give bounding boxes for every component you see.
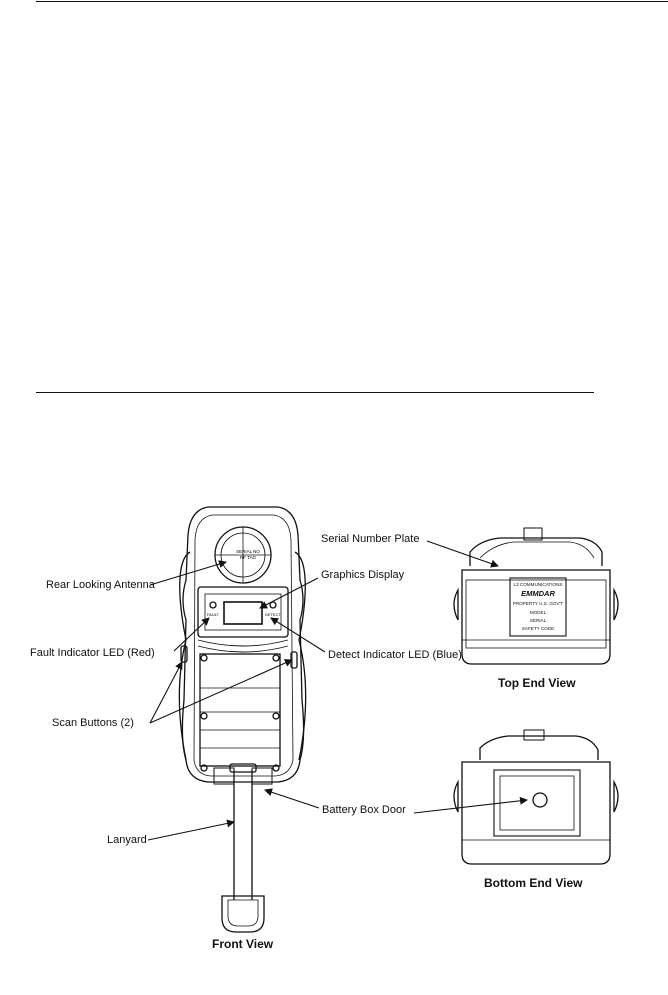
- fault-led: [210, 602, 216, 608]
- label-battery-box-door: Battery Box Door: [322, 804, 406, 816]
- title-top-end-view: Top End View: [498, 676, 576, 690]
- plate-line-6: SAFETY CODE: [521, 626, 555, 631]
- label-detect-indicator-led: Detect Indicator LED (Blue): [328, 649, 462, 661]
- display-detect-text: DETECT: [265, 612, 281, 617]
- title-front-view: Front View: [212, 937, 274, 951]
- serial-plate-text: [513, 582, 564, 631]
- bottom-end-view-device: [454, 730, 618, 864]
- bottom-body: [462, 762, 610, 864]
- display-fault-text: FAULT: [206, 612, 220, 617]
- plate-line-1: L3 COMMUNICATIONS: [513, 582, 563, 587]
- device-plate-line-2: RF TAG: [239, 555, 257, 560]
- battery-box-door: [494, 770, 580, 836]
- label-scan-buttons: Scan Buttons (2): [52, 717, 134, 729]
- title-bottom-end-view: Bottom End View: [484, 876, 583, 890]
- label-serial-number-plate: Serial Number Plate: [321, 533, 420, 545]
- door-knob: [533, 793, 547, 807]
- plate-line-4: MODEL: [529, 610, 547, 615]
- label-lanyard: Lanyard: [107, 834, 147, 846]
- label-rear-looking-antenna: Rear Looking Antenna: [46, 579, 155, 591]
- label-graphics-display: Graphics Display: [321, 569, 405, 581]
- lanyard: [234, 770, 252, 900]
- graphics-display-screen: [224, 602, 262, 624]
- plate-line-3: PROPERTY U.S. GOV'T: [512, 601, 564, 606]
- leader-lines: [148, 541, 527, 840]
- device-plate-line-1: SERIAL NO: [236, 549, 260, 554]
- label-fault-indicator-led: Fault Indicator LED (Red): [30, 647, 155, 659]
- plate-line-5: SERIAL: [529, 618, 547, 623]
- plate-line-2: EMMDAR: [521, 589, 555, 598]
